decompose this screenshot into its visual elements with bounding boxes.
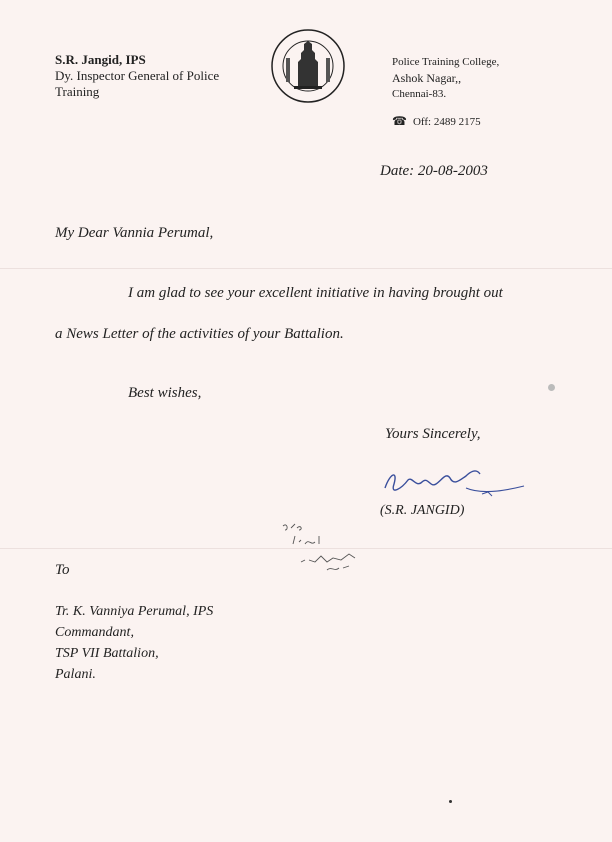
sender-designation: Dy. Inspector General of Police xyxy=(55,68,220,83)
sender-block xyxy=(55,52,219,100)
phone-number: Off: 2489 2175 xyxy=(412,116,481,128)
handwritten-signature xyxy=(380,458,530,508)
paper-fold-line xyxy=(0,268,612,269)
signatory-name: (S.R. JANGID) xyxy=(380,503,465,518)
tamilnadu-police-emblem-icon xyxy=(270,28,346,104)
address-block xyxy=(392,54,499,102)
recipient-title: Commandant, xyxy=(55,625,134,640)
sender-designation-cont: Training xyxy=(55,84,100,99)
address-college: Police Training College, xyxy=(392,56,500,68)
recipient-name: Tr. K. Vanniya Perumal, IPS xyxy=(55,604,214,619)
handwritten-filing-note xyxy=(275,518,375,578)
sender-name: S.R. Jangid, IPS xyxy=(55,52,146,67)
best-wishes: Best wishes, xyxy=(128,385,202,401)
closing: Yours Sincerely, xyxy=(385,426,481,442)
phone-line xyxy=(392,114,481,129)
telephone-icon: ☎ xyxy=(392,114,407,128)
recipient-city: Palani. xyxy=(55,667,96,682)
paper-mark xyxy=(449,800,452,803)
recipient-unit: TSP VII Battalion, xyxy=(55,646,159,661)
to-label: To xyxy=(55,562,70,578)
address-area: Ashok Nagar,, xyxy=(392,71,462,85)
body-line-2: a News Letter of the activities of your Battalion. xyxy=(55,326,344,342)
letter-date: Date: 20-08-2003 xyxy=(380,163,488,179)
paper-mark xyxy=(548,384,555,391)
recipient-block xyxy=(55,601,213,685)
body-line-1: I am glad to see your excellent initiative in having brought out xyxy=(128,285,503,301)
address-city: Chennai-83. xyxy=(392,88,447,100)
salutation: My Dear Vannia Perumal, xyxy=(55,225,214,241)
